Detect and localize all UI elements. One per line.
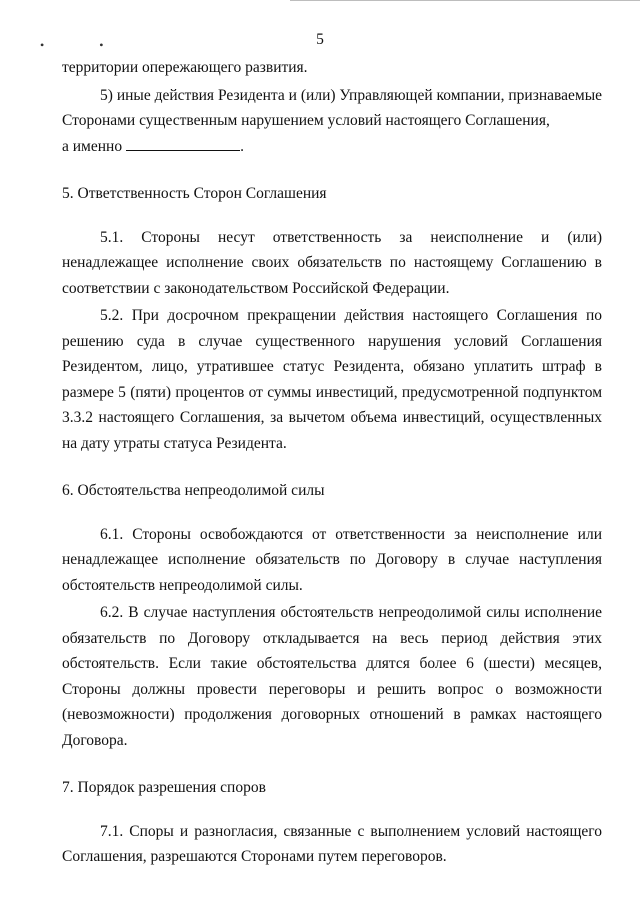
section-heading-6: 6. Обстоятельства непреодолимой силы	[62, 482, 325, 499]
document-body	[62, 55, 602, 870]
paragraph-5-2: 5.2. При досрочном прекращении действия настоящего Соглашения по решению суда в случае существенного нарушения условий Соглашения Резидентом, лицо, утратившее статус Резидента, обязано уплатить штраф в размере 5 (пяти) процентов от суммы инвестиций, предусмотренной подпунктом 3.3.2 настоящего Соглашения, за вычетом объема инвестиций, осуществленных на дату утраты статуса Резидента.	[62, 307, 602, 452]
paragraph-item-5-text: 5) иные действия Резидента и (или) Управляющей компании, признаваемые Сторонами существенным нарушением условий настоящего Соглашения,	[62, 86, 602, 129]
paragraph-5-1: 5.1. Стороны несут ответственность за неисполнение и (или) ненадлежащее исполнение своих обязательств по настоящему Соглашению в соответствии с законодательством Российской Федерации.	[62, 228, 602, 297]
top-scan-edge	[290, 0, 640, 1]
section-heading-7: 7. Порядок разрешения споров	[62, 779, 266, 796]
paragraph-item-5-tail	[62, 134, 602, 160]
paragraph-6-1: 6.1. Стороны освобождаются от ответственности за неисполнение или ненадлежащее исполнение обязательств по Договору в случае наступления обстоятельств непреодолимой силы.	[62, 525, 602, 594]
section-heading-5: 5. Ответственность Сторон Соглашения	[62, 185, 327, 202]
margin-marks: • •	[40, 38, 130, 52]
paragraph-item-5-end: .	[240, 137, 244, 155]
paragraph-item-5-tail-text: а именно	[62, 137, 123, 155]
paragraph-item-5	[62, 83, 602, 134]
paragraph-7-1: 7.1. Споры и разногласия, связанные с выполнением условий настоящего Соглашения, разрешаются Сторонами путем переговоров.	[62, 822, 602, 865]
fill-in-blank-line	[126, 136, 240, 151]
paragraph-6-2: 6.2. В случае наступления обстоятельств непреодолимой силы исполнение обязательств по Договору откладывается на весь период действия этих обстоятельств. Если такие обстоятельства длятся более 6 (шести) месяцев, Стороны должны провести переговоры и решить вопрос о возможности (невозможности) продолжения договорных отношений в рамках настоящего Договора.	[62, 604, 602, 749]
paragraph-continuation: территории опережающего развития.	[62, 59, 308, 76]
page-number: 5	[316, 31, 324, 48]
